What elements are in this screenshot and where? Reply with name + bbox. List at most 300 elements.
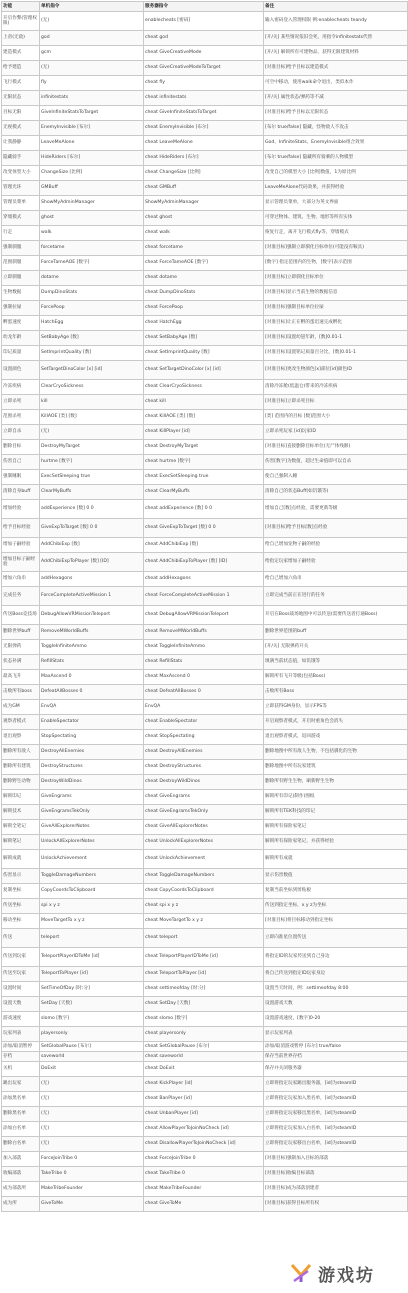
cell-notes: 复制当前坐标到剪贴板 (264, 884, 408, 899)
cell-function: 复制坐标 (2, 884, 40, 899)
cell-function: 成为所 (2, 1197, 40, 1212)
cell-function: 成为部落所 (2, 1182, 40, 1197)
cell-single-cmd: ExecSetSleeping true (40, 470, 144, 485)
cell-function: 无限状态 (2, 91, 40, 106)
cell-notes: 立即完成当前正在进行的任务 (264, 587, 408, 606)
table-row (2, 1042, 408, 1052)
table-row (2, 948, 408, 967)
cell-single-cmd: ForceCompleteActiveMission 1 (40, 587, 144, 606)
cell-notes: 击败所有Boss (264, 685, 408, 700)
cell-server-cmd: cheat teleport (144, 929, 264, 948)
table-row (2, 46, 408, 61)
cell-server-cmd: cheat ForceCompleteActiveMission 1 (144, 587, 264, 606)
cell-single-cmd: DestroyAllEnemies (40, 745, 144, 760)
cell-single-cmd: addHexagons (40, 572, 144, 587)
cell-single-cmd: forcetame (40, 241, 144, 256)
cell-function: 传送坐标 (2, 899, 40, 914)
cell-single-cmd: infinitestats (40, 91, 144, 106)
cell-notes: [布尔 true/false] 隐藏，怪物敌人不攻击 (264, 121, 408, 136)
cell-function: 完成任务 (2, 587, 40, 606)
cell-single-cmd: (无) (40, 1137, 144, 1152)
table-row (2, 1137, 408, 1152)
cell-server-cmd: cheat playersonly (144, 1027, 264, 1042)
cell-server-cmd: cheat DumpDinoStats (144, 286, 264, 301)
cell-server-cmd: cheat TeleportPlayerIDToMe [id] (144, 948, 264, 967)
cell-single-cmd: MaxAscend 0 (40, 670, 144, 685)
cell-function: 踢出玩家 (2, 1077, 40, 1092)
table-row (2, 211, 408, 226)
table-row (2, 440, 408, 455)
table-row (2, 1152, 408, 1167)
table-row (2, 914, 408, 929)
cell-function: 解锁全笔记 (2, 820, 40, 835)
cell-notes: [开/关] 某些情况依旧会死，用指令infinitestats代替 (264, 31, 408, 46)
cell-notes: 立即将指定玩家移出白名单，[id]为steamID (264, 1137, 408, 1152)
cell-single-cmd: MakeTribeFounder (40, 1182, 144, 1197)
cell-function: 管理光环 (2, 181, 40, 196)
cell-server-cmd: cheat AllowPlayerToJoinNoCheck [id] (144, 1122, 264, 1137)
command-table (1, 1, 408, 1212)
cell-function: 给予目标经验 (2, 519, 40, 538)
cell-server-cmd: cheat UnlockAllExplorerNotes (144, 835, 264, 850)
table-row (2, 685, 408, 700)
cell-function: 收编部落 (2, 1167, 40, 1182)
table-row (2, 1092, 408, 1107)
cell-single-cmd: ToggleInfiniteAmmo (40, 640, 144, 655)
cell-single-cmd: (无) (40, 12, 144, 31)
cell-function: 强制睡眠 (2, 470, 40, 485)
cell-single-cmd: StopSpectating (40, 730, 144, 745)
cell-server-cmd: cheat KillAOE [类] [数] (144, 410, 264, 425)
cell-function: 设置颜色 (2, 361, 40, 380)
cell-server-cmd: cheat god (144, 31, 264, 46)
cell-notes: 删除地图中所有敌人生物，不包括驯化的生物 (264, 745, 408, 760)
cell-server-cmd: cheat EnemyInvisible [布尔] (144, 121, 264, 136)
cell-notes: 立即获得GM身份，显示FPS等 (264, 700, 408, 715)
cell-function: 最高飞升 (2, 670, 40, 685)
cell-notes: 可穿过物体、建筑、生物，地形等所有实体 (264, 211, 408, 226)
table-row (2, 899, 408, 914)
table-row (2, 869, 408, 884)
cell-notes: 删除所有野生生物，刷新野生生物 (264, 775, 408, 790)
cell-server-cmd: cheat ToggleInfiniteAmmo (144, 640, 264, 655)
cell-notes: [对准目标]收编目标部落 (264, 1167, 408, 1182)
cell-single-cmd: ChangeSize [比例] (40, 166, 144, 181)
cell-notes: [对准目标]更改生物颜色[x]部位[id]颜色ID (264, 361, 408, 380)
watermark (286, 1259, 402, 1287)
table-row (2, 572, 408, 587)
table-row (2, 1197, 408, 1212)
header-server-cmd: 服务器指令 (144, 2, 264, 12)
cell-server-cmd: cheat ToggleDamageNumbers (144, 869, 264, 884)
cell-notes: [对准目标]立即驯化目标单位 (264, 271, 408, 286)
table-row (2, 136, 408, 151)
cell-notes: [类] 范围内的目标 [数]范围大小 (264, 410, 408, 425)
cell-server-cmd: cheat kill (144, 395, 264, 410)
cell-single-cmd: dotame (40, 271, 144, 286)
cell-single-cmd: GMBuff (40, 181, 144, 196)
table-row (2, 31, 408, 46)
cell-notes: 传送到指定坐标，x y z为坐标 (264, 899, 408, 914)
cell-function: 观察者模式 (2, 715, 40, 730)
table-row (2, 606, 408, 625)
cell-function: 解锁笔记 (2, 835, 40, 850)
cell-server-cmd: cheat UnlockAchievement (144, 850, 264, 869)
cell-notes: [布尔 true/false] 隐藏所有骑乘的人物模型 (264, 151, 408, 166)
cell-server-cmd: cheat UnbanPlayer [id] (144, 1107, 264, 1122)
cell-notes: 伤害[数字]为数值，超过生命值即可以自杀 (264, 455, 408, 470)
cell-single-cmd: GiveEngramsTekOnly (40, 805, 144, 820)
table-row (2, 500, 408, 519)
cell-function: 解锁印记 (2, 790, 40, 805)
cell-function: 改变体型大小 (2, 166, 40, 181)
cell-single-cmd: GiveInfiniteStatsToTarget (40, 106, 144, 121)
table-row (2, 106, 408, 121)
cell-function: 印记质量 (2, 346, 40, 361)
cell-single-cmd: EnvQA (40, 700, 144, 715)
cell-server-cmd: cheat addHexagons (144, 572, 264, 587)
table-row (2, 850, 408, 869)
cell-single-cmd: ForceJoinTribe 0 (40, 1152, 144, 1167)
cell-single-cmd: CopyCoordsToClipboard (40, 884, 144, 899)
cell-single-cmd: ToggleDamageNumbers (40, 869, 144, 884)
cell-server-cmd: cheat GiveAllExplorerNotes (144, 820, 264, 835)
cell-notes: 立即将指定玩家踢出服务器，[id]为steamID (264, 1077, 408, 1092)
cell-single-cmd: KillAOE [类] [数] (40, 410, 144, 425)
cell-server-cmd: cheat GiveCreativeMode (144, 46, 264, 61)
cell-single-cmd: DestroyStructures (40, 760, 144, 775)
cell-notes: [对准目标]设置幼崽年龄，[数]0.01-1 (264, 331, 408, 346)
cell-notes: 添加/取消游戏暂停 [布尔] true/false (264, 1042, 408, 1052)
table-row (2, 1107, 408, 1122)
table-row (2, 12, 408, 31)
cell-function: 立即杀死 (2, 395, 40, 410)
cell-function: 关机 (2, 1062, 40, 1077)
cell-notes: [对准目标]立即杀死目标 (264, 395, 408, 410)
cell-function: 传送Boss竞技场 (2, 606, 40, 625)
cell-single-cmd: teleport (40, 929, 144, 948)
table-row (2, 316, 408, 331)
cell-notes: 解锁所有探险家笔记 (264, 820, 408, 835)
cell-single-cmd: ShowMyAdminManager (40, 196, 144, 211)
cell-notes: 立即杀死玩家 [id]玩家ID (264, 425, 408, 440)
cell-single-cmd: SetTimeOfDay [时:分] (40, 982, 144, 997)
cell-notes: 解锁所有成就 (264, 850, 408, 869)
cell-server-cmd: cheat DestroyWildDinos (144, 775, 264, 790)
cell-function: 孵蛋速度 (2, 316, 40, 331)
cell-notes: 输入密码登入管理权限 例:enablecheats teandy (264, 12, 408, 31)
cell-single-cmd: ForceTameAOE [数字] (40, 256, 144, 271)
cell-single-cmd: AddChibiExp [数] (40, 538, 144, 553)
table-row (2, 760, 408, 775)
cell-notes: 保存并关闭服务器 (264, 1062, 408, 1077)
cell-notes: 保存当前世界存档 (264, 1052, 408, 1062)
cell-function: 状态补满 (2, 655, 40, 670)
table-row (2, 775, 408, 790)
header-notes: 备注 (264, 2, 408, 12)
cell-function: 删除野生动物 (2, 775, 40, 790)
table-row (2, 1052, 408, 1062)
cell-function: 管理员菜单 (2, 196, 40, 211)
cell-server-cmd: cheat ghost (144, 211, 264, 226)
cell-function: 解锁成就 (2, 850, 40, 869)
table-row (2, 553, 408, 572)
cell-notes: 解锁所有TEK科技的印记 (264, 805, 408, 820)
cell-single-cmd: (无) (40, 1107, 144, 1122)
cell-server-cmd: cheat GiveToMe (144, 1197, 264, 1212)
table-row (2, 196, 408, 211)
cell-function: 清除自身buff (2, 485, 40, 500)
cell-notes: [对准目标]给予目标以无限状态 (264, 106, 408, 121)
table-row (2, 805, 408, 820)
cell-server-cmd: cheat DestroyAllEnemies (144, 745, 264, 760)
cell-single-cmd: SetBabyAge [数] (40, 331, 144, 346)
cell-function: 删除所有敌人 (2, 745, 40, 760)
cell-notes: 显示伤害数值 (264, 869, 408, 884)
cell-single-cmd: SetGlobalPause [布尔] (40, 1042, 144, 1052)
cell-notes: 可空中移动，使用walk命令退出，类似本作 (264, 76, 408, 91)
cell-function: 成为GM (2, 700, 40, 715)
cell-server-cmd: cheat SetTargetDinoColor [x] [id] (144, 361, 264, 380)
cell-function: 增加六角币 (2, 572, 40, 587)
cell-notes: 开启在Boss战场地图中可以传送(需要传送者打通Boss) (264, 606, 408, 625)
cell-server-cmd: cheat RemoveMWorldBuffs (144, 625, 264, 640)
cell-server-cmd: cheat ForcePoop (144, 301, 264, 316)
header-single-player-cmd: 单机指令 (40, 2, 144, 12)
cell-function: 建造模式 (2, 46, 40, 61)
cell-function: 范围驯服 (2, 256, 40, 271)
table-row (2, 410, 408, 425)
cell-single-cmd: (无) (40, 425, 144, 440)
table-row (2, 151, 408, 166)
cell-single-cmd: gcm (40, 46, 144, 61)
cell-notes: 给指定玩家增加子嗣经验 (264, 553, 408, 572)
cell-function: 开启作弊(管理权限) (2, 12, 40, 31)
cell-function: 立即驯服 (2, 271, 40, 286)
cell-function: 玩家列表 (2, 1027, 40, 1042)
table-row (2, 455, 408, 470)
cell-server-cmd: cheat ForceJoinTribe 0 (144, 1152, 264, 1167)
cell-server-cmd: cheat DestroyMyTarget (144, 440, 264, 455)
cell-server-cmd: cheat spi x y z (144, 899, 264, 914)
table-row (2, 361, 408, 380)
cell-single-cmd: RemoveMWorldBuffs (40, 625, 144, 640)
cell-single-cmd: DumpDinoStats (40, 286, 144, 301)
cell-server-cmd: cheat DefeatAllBosses 0 (144, 685, 264, 700)
table-row (2, 640, 408, 655)
cell-notes: 将指定ID的玩家传送到自己身边 (264, 948, 408, 967)
table-row (2, 625, 408, 640)
cell-single-cmd: EnableSpectator (40, 715, 144, 730)
cell-notes: [对准目标]获得目标所有权 (264, 1197, 408, 1212)
cell-server-cmd: cheat EnableSpectator (144, 715, 264, 730)
cell-single-cmd: GiveAllExplorerNotes (40, 820, 144, 835)
cell-single-cmd: UnlockAchievement (40, 850, 144, 869)
cell-function: 增加经验 (2, 500, 40, 519)
table-row (2, 76, 408, 91)
cell-notes: 显示玩家列表 (264, 1027, 408, 1042)
cell-single-cmd: AddChibiExpToPlayer [数] [ID] (40, 553, 144, 572)
cell-notes: [对准目标]让正在孵的蛋迅速完成孵化 (264, 316, 408, 331)
cell-function: 传送 (2, 929, 40, 948)
cell-server-cmd: cheat HatchEgg (144, 316, 264, 331)
cell-single-cmd: ghost (40, 211, 144, 226)
yx-logo-icon (290, 1262, 312, 1284)
cell-single-cmd: MoveTargetTo x y z (40, 914, 144, 929)
cell-notes: 给自己增加宠物子嗣的经验 (264, 538, 408, 553)
cell-single-cmd: (无) (40, 1077, 144, 1092)
cell-single-cmd: hurtme [数字] (40, 455, 144, 470)
cell-notes: 退出观察者模式，返回游戏 (264, 730, 408, 745)
cell-server-cmd: cheat GMBuff (144, 181, 264, 196)
cell-function: 让我静静 (2, 136, 40, 151)
cell-single-cmd: GiveEngrams (40, 790, 144, 805)
table-row (2, 538, 408, 553)
table-row (2, 587, 408, 606)
cell-notes: 将自己传送到指定ID玩家身边 (264, 967, 408, 982)
cell-single-cmd: DoExit (40, 1062, 144, 1077)
table-row (2, 226, 408, 241)
table-row (2, 331, 408, 346)
cell-single-cmd: SetDay [天数] (40, 997, 144, 1012)
cell-function: 范围杀死 (2, 410, 40, 425)
cell-notes: 删除世界范围的buff (264, 625, 408, 640)
cell-server-cmd: cheat SetDay [天数] (144, 997, 264, 1012)
table-row (2, 700, 408, 715)
cell-server-cmd: cheat hurtme [数字] (144, 455, 264, 470)
table-row (2, 470, 408, 485)
cell-notes: 立即将指定玩家加入白名单，[id]为steamID (264, 1122, 408, 1137)
cell-server-cmd: cheat StopSpectating (144, 730, 264, 745)
cell-notes: 解锁所有印记(制作)图纸 (264, 790, 408, 805)
cell-single-cmd: slomo [数字] (40, 1012, 144, 1027)
cell-server-cmd: ShowMyAdminManager (144, 196, 264, 211)
table-row (2, 730, 408, 745)
table-row (2, 884, 408, 899)
cell-notes: LeaveMeAlone代码效果，并获得经验 (264, 181, 408, 196)
cell-server-cmd: cheat KillPlayer [id] (144, 425, 264, 440)
cell-server-cmd: cheat KickPlayer [id] (144, 1077, 264, 1092)
cell-function: 删除白名单 (2, 1137, 40, 1152)
cell-server-cmd: cheat ClearMyBuffs (144, 485, 264, 500)
cell-function: 增加目标子嗣经验 (2, 553, 40, 572)
cell-function: 删除黑名单 (2, 1107, 40, 1122)
cell-notes: 删除地图中所有玩家建筑 (264, 760, 408, 775)
cell-single-cmd: ClearCryoSickness (40, 380, 144, 395)
cell-function: 游戏速度 (2, 1012, 40, 1027)
cell-server-cmd: cheat addExperience [数] 0 0 (144, 500, 264, 519)
table-row (2, 715, 408, 730)
cell-server-cmd: cheat ClearCryoSickness (144, 380, 264, 395)
cell-notes: God、InfiniteStats、EnemyInvisible组合效果 (264, 136, 408, 151)
cell-single-cmd: ClearMyBuffs (40, 485, 144, 500)
cell-single-cmd: playersonly (40, 1027, 144, 1042)
cell-server-cmd: cheat BanPlayer [id] (144, 1092, 264, 1107)
table-row (2, 241, 408, 256)
cell-server-cmd: cheat GiveCreativeModeToTarget (144, 61, 264, 76)
cell-function: 加入部落 (2, 1152, 40, 1167)
cell-server-cmd: cheat AddChibiExp [数] (144, 538, 264, 553)
header-function: 功能 (2, 2, 40, 12)
cell-notes: [对准目标]给予目标[数]点经验 (264, 519, 408, 538)
cell-notes: [对准目标]将目标移动到指定坐标 (264, 914, 408, 929)
cell-server-cmd: cheat LeaveMeAlone (144, 136, 264, 151)
table-row (2, 1167, 408, 1182)
cell-single-cmd: ForcePoop (40, 301, 144, 316)
cell-function: 上帝(无敌) (2, 31, 40, 46)
cell-notes: 立即将指定玩家移出黑名单，[id]为steamID (264, 1107, 408, 1122)
table-row (2, 929, 408, 948)
cell-server-cmd: cheat GiveExpToTarget [数] 0 0 (144, 519, 264, 538)
cell-single-cmd: HatchEgg (40, 316, 144, 331)
cell-server-cmd: cheat TakeTribe 0 (144, 1167, 264, 1182)
cell-function: 生物数据 (2, 286, 40, 301)
cell-notes: 设置当天时间，例：settimeofday 8:00 (264, 982, 408, 997)
table-row (2, 997, 408, 1012)
table-row (2, 380, 408, 395)
cell-notes: 增加自己[数]点经验，需要更新等级 (264, 500, 408, 519)
cell-single-cmd: fly (40, 76, 144, 91)
table-row (2, 745, 408, 760)
cell-single-cmd: UnlockAllExplorerNotes (40, 835, 144, 850)
table-row (2, 91, 408, 106)
cell-notes: 设置游戏速度，[数字]0-20 (264, 1012, 408, 1027)
cell-function: 伤害显示 (2, 869, 40, 884)
table-row (2, 121, 408, 136)
cell-notes: 给自己增加六角币 (264, 572, 408, 587)
cell-server-cmd: cheat saveworld (144, 1052, 264, 1062)
cell-function: 存档 (2, 1052, 40, 1062)
cell-server-cmd: cheat DisallowPlayerToJoinNoCheck [id] (144, 1137, 264, 1152)
cell-server-cmd: cheat infinitestats (144, 91, 264, 106)
cell-server-cmd: cheat GiveEngrams (144, 790, 264, 805)
cell-notes: 使自己强制入睡 (264, 470, 408, 485)
cell-function: 飞行模式 (2, 76, 40, 91)
cell-notes: 恢复行走，离开飞行模式fly等，穿墙模式 (264, 226, 408, 241)
cell-notes: [对准目标]给予目标以建造模式 (264, 61, 408, 76)
cell-function: 设置时间 (2, 982, 40, 997)
cell-server-cmd: cheat ExecSetSleeping true (144, 470, 264, 485)
cell-function: 退出观察 (2, 730, 40, 745)
cell-single-cmd: SetTargetDinoColor [x] [id] (40, 361, 144, 380)
cell-server-cmd: EnvQA (144, 700, 264, 715)
cell-server-cmd: cheat dotame (144, 271, 264, 286)
cell-function: 强制驯服 (2, 241, 40, 256)
table-row (2, 655, 408, 670)
cell-server-cmd: cheat MaxAscend 0 (144, 670, 264, 685)
cell-server-cmd: cheat forcetame (144, 241, 264, 256)
cell-function: 设置天数 (2, 997, 40, 1012)
cell-single-cmd: saveworld (40, 1052, 144, 1062)
cell-notes: 解锁所有探险家笔记，并获得经验 (264, 835, 408, 850)
cell-function: 添加白名单 (2, 1122, 40, 1137)
table-row (2, 1077, 408, 1092)
cell-function: 冷冻疾病 (2, 380, 40, 395)
cell-notes: [对准目标]强制目标单位拉屎 (264, 301, 408, 316)
cell-single-cmd: TakeTribe 0 (40, 1167, 144, 1182)
cell-single-cmd: DebugAllowVRMissionTeleport (40, 606, 144, 625)
cell-server-cmd: cheat HideRiders [布尔] (144, 151, 264, 166)
cell-notes: 开启观察者模式，开启时重角色会消失 (264, 715, 408, 730)
table-header-row (2, 2, 408, 12)
cell-single-cmd: (无) (40, 1092, 144, 1107)
cell-function: 伤害自己 (2, 455, 40, 470)
cell-server-cmd: cheat settimeofday [时:分] (144, 982, 264, 997)
cell-notes: 显示管理员菜单，大部分为英文界面 (264, 196, 408, 211)
table-row (2, 301, 408, 316)
cell-function: 行走 (2, 226, 40, 241)
cell-single-cmd: (无) (40, 61, 144, 76)
